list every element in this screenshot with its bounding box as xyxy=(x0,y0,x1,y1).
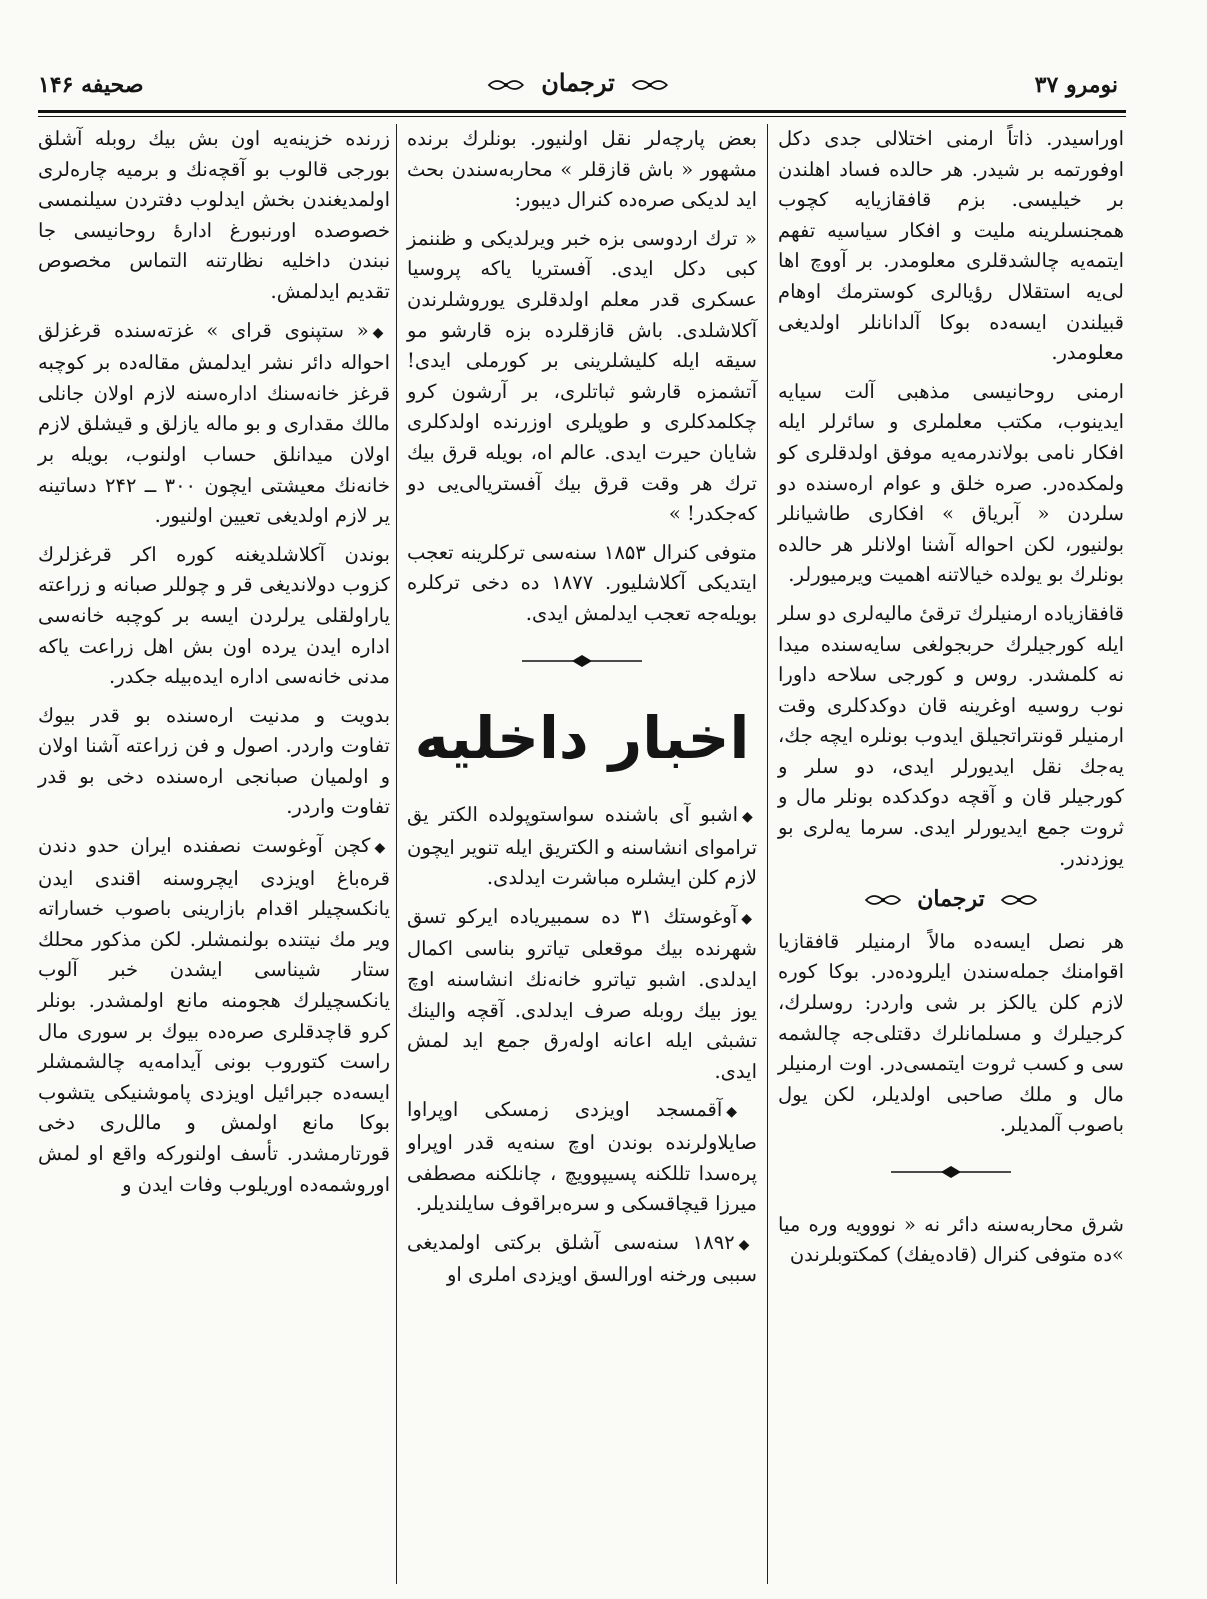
news-item xyxy=(38,316,390,532)
paragraph: بعض پارچه‌لر نقل اولنيور. بونلرك برنده مشهور « باش قازقلر » محاربه‌سندن بحث ايد لديكى صره‌ده كنرال ديبور: xyxy=(407,127,757,212)
ornament-icon xyxy=(864,892,902,908)
paper-title xyxy=(479,68,677,97)
column-divider xyxy=(767,124,768,1584)
news-item xyxy=(407,800,757,894)
page-number: صحيفه ۱۴۶ xyxy=(38,72,144,98)
header-rule xyxy=(38,110,1126,113)
ornament-icon xyxy=(487,77,525,93)
news-item xyxy=(38,831,390,1200)
paper-title-text: ترجمان xyxy=(541,68,615,97)
diamond-bullet-icon: ◆ xyxy=(742,809,757,826)
issue-number: نومرو ۳۷ xyxy=(1034,72,1118,98)
paragraph: قافقازياده ارمنيلرك ترقىٔ ماليه‌لرى دو سلر ايله كورجيلرك حربجولغى سايه‌سنده ميدا نه كلمشدر. روس و كورجى سلاحه داورا نوب روسيه اوغرينه قان دوكدكلرى وقت ارمنيلر قونتراتجيلق ايدوب بونلره ايچه جك، يه‌جك نقل ايديورلر ايدى، دو سلر و كورجيلر قان و آقچه دوكدكده بونلر مال و ثروت جمع ايديورلر ايدى. سرما يه‌لرى بو يوزدندر. xyxy=(778,601,1124,870)
section-subhead xyxy=(778,884,1124,915)
news-text: آقمسجد اويزدى زمسكى اوپراوا صايلاولرنده بوندن اوچ سنه‌يه قدر اوپراو پره‌سدا تللكنه پسيپوويچ ، چانلكنه مصطفى ميرزا قيچاقسكى و سره‌براقوف سايلنديلر. xyxy=(407,1098,757,1216)
news-text: كچن آوغوست نصفنده ايران حدو دندن قره‌باغ اويزدى ايچروسنه اقندى ايدن يانكسچيلر اقدام بازارينى باصوب خساراته وير مك نيتنده بولنمشلر. لكن مذكور محلك ستار شيناسى ايشدن خبر آلوب يانكسچيلرك هجومنه مانع اولمشدر. بونلر كرو قاچدقلرى صره‌ده بيوك بر سورى مال راست كتوروب بونى آيدامه‌يه چالشمشلر ايسه‌ده جبرائيل اويزدى پاموشنيكى يتشوب بوكا مانع اولمش و مالل‌رى دخى قورتارمشدر. تأسف اولنوركه واقع او لمش اوروشمه‌ده اوريلوب وفات ايدن و xyxy=(38,834,390,1196)
diamond-bullet-icon: ◆ xyxy=(741,910,757,927)
news-item xyxy=(407,902,757,1088)
diamond-bullet-icon: ◆ xyxy=(738,1236,757,1253)
subhead-text: ترجمان xyxy=(917,886,985,913)
separator xyxy=(778,1159,1124,1190)
news-text: آوغوستك ۳۱ ده سمبيرياده ايركو تسق شهرنده بيك موقعلى تياترو بناسى اكمال ايدلدى. اشبو تياترو خانه‌نك انشاسنه اوچ يوز بيك روبله صرف ايدلدى. آقچه والينك تشبثى ايله اعانه اوله‌رق جمع ايد لمش ايدى. xyxy=(407,904,757,1083)
paragraph: ارمنى روحانيسى مذهبى آلت سيايه ايدينوب، مكتب معلملرى و سائرلر ايله افكار نامى بولاندرمه‌يه موفق اولدقلرى كو ولمكده‌در. صره خلق و عوام ارەسنده دو سلردن « آبرياق » افكارى طاشيانلر بولنيور، لكن احواله آشنا اولانلر هر حالده بونلرك بو يولده خيالاتنه اهميت ويرميورلر. xyxy=(778,379,1124,587)
column-right xyxy=(778,124,1124,1279)
news-text: ۱۸۹۲ سنه‌سى آشلق بركتى اولمديغى سببى ورخنه اورالسق اويزدى املرى او xyxy=(407,1230,757,1287)
paragraph: شرق محاربه‌سنه دائر نه « نووويه وره ميا »ده متوفى كنرال (قادەيفك) كمكتوبلرندن xyxy=(778,1212,1124,1267)
column-divider xyxy=(396,124,397,1584)
header-rule-thin xyxy=(38,116,1126,117)
diamond-separator-icon xyxy=(522,655,642,667)
column-left xyxy=(38,124,390,1208)
news-text: « ستپنوى قراى » غزته‌سنده قرغزلق احواله دائر نشر ايدلمش مقاله‌ده بر كوچبه قرغز خانه‌سنك اداره‌سنه لازم اولان جانلى مالك مقدارى و بو ماله يازلق و قيشلق لازم اولان ميدانلق حساب اولنوب، بويله بر خانه‌نك معيشتى ايچون ۳۰۰ ــ ۲۴۲ دساتينه ير لازم اولديغى تعيين اولنيور. xyxy=(38,318,390,528)
ornament-icon xyxy=(1000,892,1038,908)
ornament-icon xyxy=(631,77,669,93)
separator xyxy=(407,648,757,679)
diamond-bullet-icon: ◆ xyxy=(372,324,390,341)
paragraph: بوندن آكلاشلديغنه كوره اكر قرغزلرك كزوب دولانديغى قر و چوللر صبانه و زراعته ياراولقلى يرلردن ايسه بر كوچبه خانه‌سى اداره ايدن يرده اون بش اهل زراعت ياكه مدنى خانه‌سى اداره ايده‌بيله جكدر. xyxy=(38,542,390,689)
diamond-bullet-icon: ◆ xyxy=(726,1104,757,1121)
paragraph: اوراسيدر. ذاتاً ارمنى اختلالى جدى دكل اوفورتمه بر شيدر. هر حالده فساد اهلندن بر خيليسى. بزم قافقازيايه كچوب همجنسلرينه مليت و افكار سياسيه تفهم ايتمه‌يه چالشدقلرى معلومدر. بر آووچ اها لى‌يه استقلال رؤيالرى كوسترمك اوهام قبيلندن ايسه‌ده بوكا آلدانانلر اولديغى معلومدر. xyxy=(778,127,1124,365)
paragraph: بدويت و مدنيت اره‌سنده بو قدر بيوك تفاوت واردر. اصول و فن زراعته آشنا اولان و اولميان صبانجى ارەسنده دخى بو قدر تفاوت واردر. xyxy=(38,703,390,819)
paragraph: زرنده خزينه‌يه اون بش بيك روبله آشلق بورجى قالوب بو آقچه‌نك و برميه چاره‌لرى اولمديغندن بخش ايدلوب دفتردن سيلنمسى خصوصده اورنبورغ ادارهٔ روحانيسى جا نبندن داخليه نظارتنه التماس مخصوص تقديم ايدلمش. xyxy=(38,127,390,303)
column-middle xyxy=(407,124,757,1299)
news-item xyxy=(407,1228,757,1291)
paragraph: متوفى كنرال ۱۸۵۳ سنه‌سى تركلرينه تعجب ايتديكى آكلاشليور. ۱۸۷۷ ده دخى تركلره بويله‌جه تعجب ايدلمش ايدى. xyxy=(407,540,758,625)
news-item xyxy=(407,1095,757,1219)
news-text: اشبو آى باشنده سواستوپولده الكتر يق ترامواى انشاسنه و الكتريق ايله تنوير ايچون لازم كلن ايشلره مباشرت ايدلدى. xyxy=(407,803,757,890)
paragraph: « ترك اردوسى بزه خبر ويرلديكى و ظننمز كبى دكل ايدى. آفستريا ياكه پروسيا عسكرى قدر معلم اولدقلرى يوروشلرندن آكلاشلدى. باش قازقلرده بزه قارشو مو سيقه ايله كليشلرينى بر كورملى ايدى! آتشمزه قارشو ثباتلرى، بر آرشون كرو چكلمدكلرى و طوپلرى اوزرنده اولدكلرى شايان حيرت ايدى. عالم اه، بويله قرق بيك ترك هر وقت قرق بيك آفستريالى‌يى دو كه‌جكدر! » xyxy=(407,226,757,526)
page-header xyxy=(38,62,1118,110)
diamond-separator-icon xyxy=(891,1166,1011,1178)
section-title: اخبار داخليه xyxy=(414,704,750,773)
paragraph: هر نصل ايسه‌ده مالاً ارمنيلر قافقازيا اقوامنك جمله‌سندن ايلروده‌در. بوكا كوره لازم كلن يالكز بر شى واردر: روسلرك، كرجيلرك و مسلمانلرك دقتلى‌جه چالشمه سى و كسب ثروت ايتمسى‌در. اوت ارمنيلر مال و ملك صاحبى اولديلر، لكن يول باصوب آلمديلر. xyxy=(778,929,1124,1137)
diamond-bullet-icon: ◆ xyxy=(374,840,390,857)
